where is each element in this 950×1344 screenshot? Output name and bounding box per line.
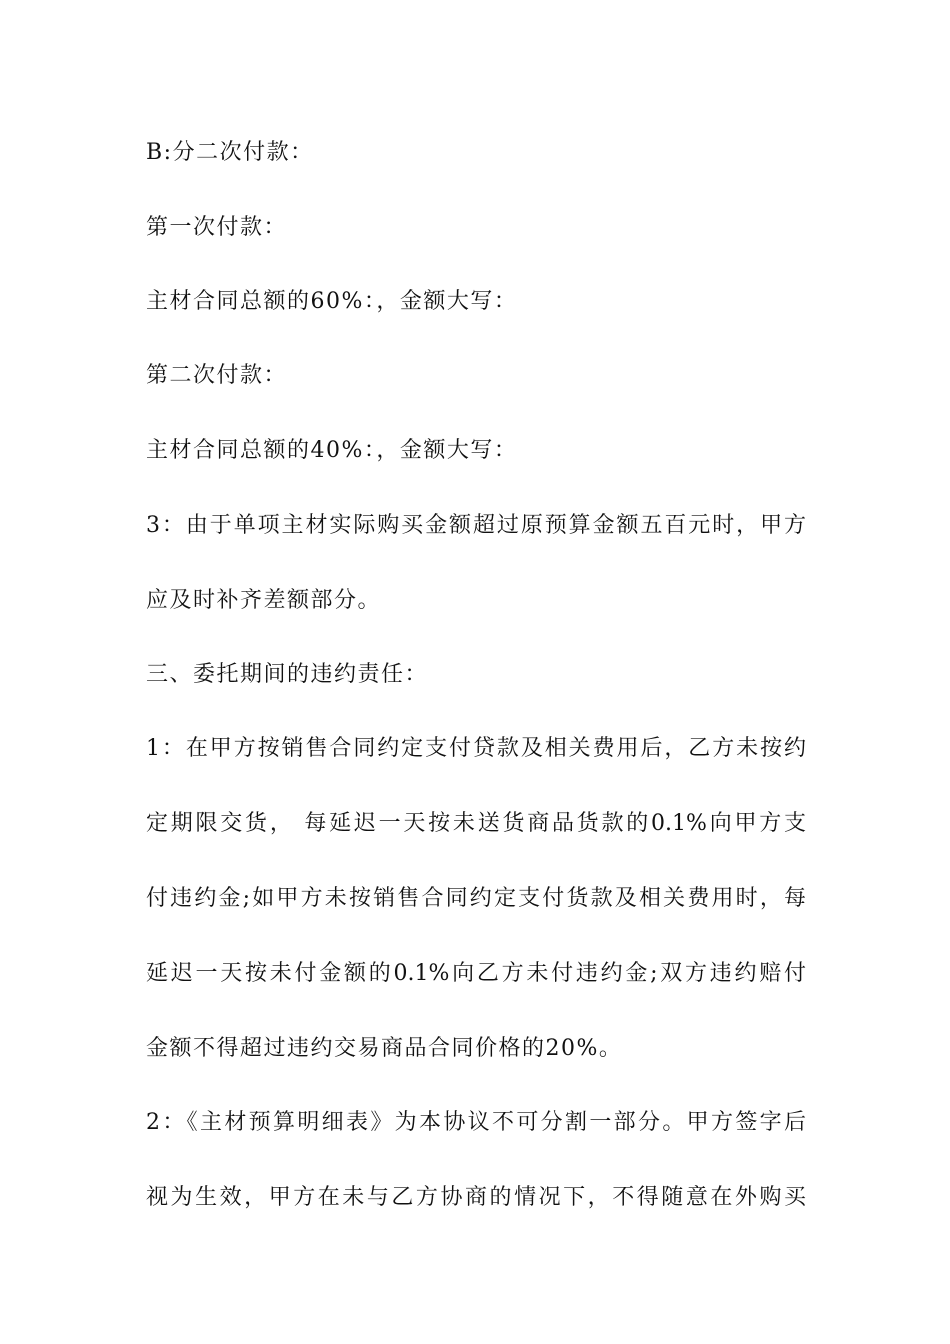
text-line-second-payment-amount: 主材合同总额的40%：，金额大写： [146, 438, 518, 463]
text-line-clause-3: 3：由于单项主材实际购买金额超过原预算金额五百元时，甲方 [146, 513, 806, 538]
text-line-clause-2-cont: 视为生效，甲方在未与乙方协商的情况下，不得随意在外购买 [146, 1185, 806, 1210]
text-line-clause-3-cont: 应及时补齐差额部分。 [146, 588, 382, 613]
text-line-clause-1-cont-b: 付违约金;如甲方未按销售合同约定支付货款及相关费用时，每 [146, 886, 806, 911]
text-line-first-payment-amount: 主材合同总额的60%：，金额大写： [146, 289, 518, 314]
text-line-clause-1-cont-a: 定期限交货， 每延迟一天按未送货商品货款的0.1%向甲方支 [146, 811, 806, 836]
text-line-second-payment: 第二次付款： [146, 363, 288, 388]
text-line-clause-1-cont-c: 延迟一天按未付金额的0.1%向乙方未付违约金;双方违约赔付 [146, 961, 806, 986]
text-line-payment-method: B:分二次付款： [146, 140, 314, 165]
text-line-clause-1-cont-d: 金额不得超过违约交易商品合同价格的20%。 [146, 1036, 623, 1061]
text-line-clause-2: 2：《主材预算明细表》为本协议不可分割一部分。甲方签字后 [146, 1110, 806, 1135]
text-line-first-payment: 第一次付款： [146, 215, 288, 240]
text-line-clause-1: 1：在甲方按销售合同约定支付贷款及相关费用后，乙方未按约 [146, 736, 806, 761]
section-heading-breach: 三、委托期间的违约责任： [146, 662, 429, 687]
